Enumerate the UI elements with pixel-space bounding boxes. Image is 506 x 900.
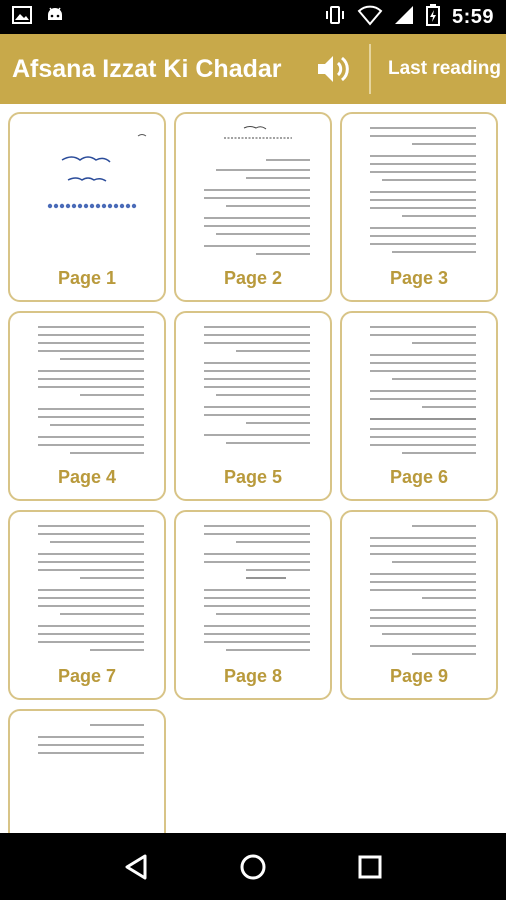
page-thumbnail <box>352 122 486 262</box>
page-thumbnail <box>352 321 486 461</box>
page-card-7[interactable] <box>8 510 166 700</box>
page-label: Page 2 <box>223 268 283 288</box>
page-label: Page 8 <box>223 666 283 686</box>
page-thumbnail <box>20 321 154 461</box>
status-bar <box>0 0 506 34</box>
back-icon[interactable] <box>116 847 156 887</box>
page-label: Page 7 <box>57 666 117 686</box>
page-card-6[interactable] <box>340 311 498 501</box>
page-card-9[interactable] <box>340 510 498 700</box>
page-card-5[interactable] <box>174 311 332 501</box>
page-thumbnail <box>186 122 320 262</box>
speaker-icon[interactable] <box>316 52 354 86</box>
app-bar <box>0 34 506 104</box>
recents-icon[interactable] <box>350 847 390 887</box>
image-icon <box>12 6 32 29</box>
last-reading-button[interactable]: Last reading <box>388 58 501 79</box>
navigation-bar <box>0 833 506 900</box>
wifi-icon <box>358 5 382 30</box>
page-thumbnail <box>352 520 486 660</box>
page-card-4[interactable] <box>8 311 166 501</box>
battery-icon <box>426 4 440 31</box>
app-bar-divider <box>369 44 371 94</box>
clock: 5:59 <box>451 5 494 28</box>
page-label: Page 5 <box>223 467 283 487</box>
page-label: Page 6 <box>389 467 449 487</box>
page-grid <box>0 104 506 748</box>
page-label: Page 9 <box>389 666 449 686</box>
page-label: Page 1 <box>57 268 117 288</box>
page-card-3[interactable] <box>340 112 498 302</box>
page-card-2[interactable] <box>174 112 332 302</box>
android-icon <box>46 6 64 29</box>
page-thumbnail <box>20 520 154 660</box>
page-label: Page 4 <box>57 467 117 487</box>
app-title: Afsana Izzat Ki Chadar <box>12 54 282 83</box>
page-thumbnail <box>20 122 154 262</box>
page-card-1[interactable] <box>8 112 166 302</box>
page-card-8[interactable] <box>174 510 332 700</box>
cell-signal-icon <box>394 5 414 30</box>
page-thumbnail <box>186 520 320 660</box>
page-label: Page 3 <box>389 268 449 288</box>
page-thumbnail <box>186 321 320 461</box>
vibrate-icon <box>324 5 346 30</box>
home-icon[interactable] <box>233 847 273 887</box>
